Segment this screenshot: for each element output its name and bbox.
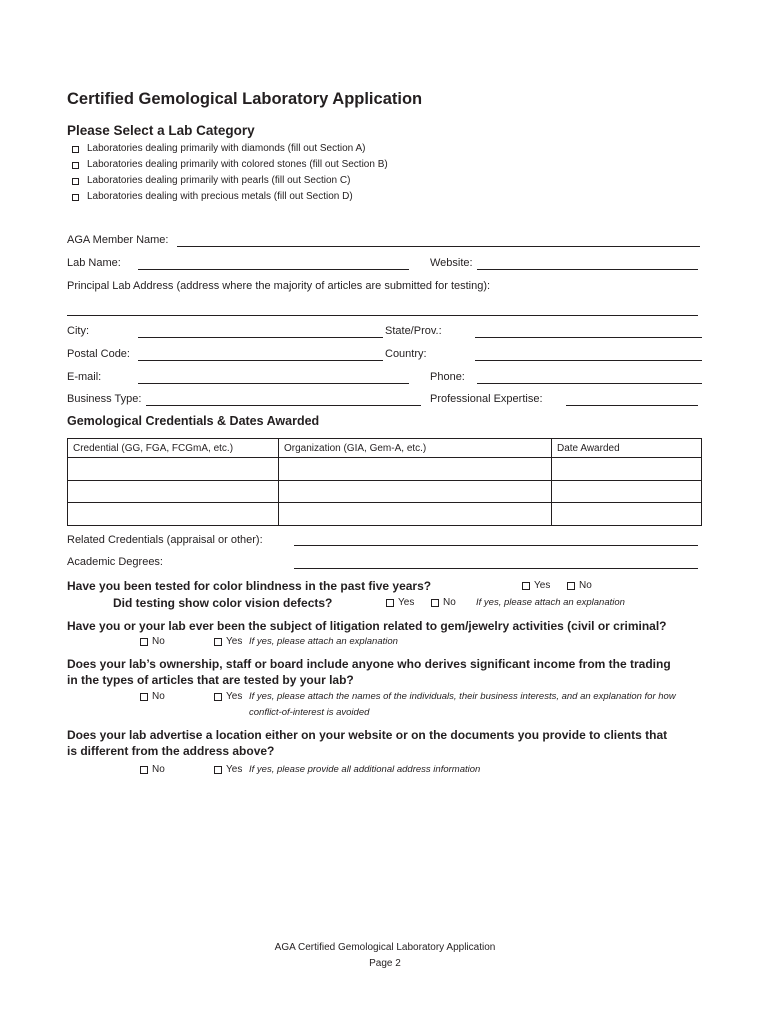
- question-litigation: Have you or your lab ever been the subject of litigation related to gem/jewelry activities (civil or criminal?: [67, 619, 667, 633]
- aga-member-name-field[interactable]: [177, 246, 700, 247]
- postal-code-label: Postal Code:: [67, 348, 130, 360]
- question-ownership-line2: in the types of articles that are tested by your lab?: [67, 673, 354, 687]
- q4-note: If yes, please provide all additional address information: [249, 764, 481, 775]
- category-heading: Please Select a Lab Category: [67, 123, 255, 138]
- table-cell[interactable]: [68, 458, 279, 481]
- phone-field[interactable]: [477, 383, 702, 384]
- q1-yes-option[interactable]: Yes: [522, 580, 550, 591]
- city-label: City:: [67, 325, 89, 337]
- principal-address-field[interactable]: [67, 315, 698, 316]
- footer-title: AGA Certified Gemological Laboratory Application: [274, 942, 496, 953]
- checkbox-icon[interactable]: [72, 162, 79, 169]
- lab-name-field[interactable]: [138, 269, 409, 270]
- q4-no-option[interactable]: No: [140, 764, 165, 775]
- q1-sub-yes-option[interactable]: Yes: [386, 597, 414, 608]
- credentials-heading: Gemological Credentials & Dates Awarded: [67, 414, 320, 428]
- category-option-pearls[interactable]: Laboratories dealing primarily with pearls (fill out Section C): [72, 173, 388, 189]
- email-label: E-mail:: [67, 371, 102, 383]
- business-type-label: Business Type:: [67, 393, 142, 405]
- checkbox-icon[interactable]: [386, 599, 394, 607]
- checkbox-icon[interactable]: [72, 178, 79, 185]
- q2-no-option[interactable]: No: [140, 636, 165, 647]
- city-field[interactable]: [138, 337, 383, 338]
- checkbox-icon[interactable]: [72, 194, 79, 201]
- checkbox-icon[interactable]: [140, 638, 148, 646]
- column-header-date-awarded: Date Awarded: [552, 439, 702, 458]
- checkbox-icon[interactable]: [214, 766, 222, 774]
- column-header-organization: Organization (GIA, Gem-A, etc.): [279, 439, 552, 458]
- table-cell[interactable]: [279, 480, 552, 503]
- aga-member-name-label: AGA Member Name:: [67, 234, 169, 246]
- related-credentials-label: Related Credentials (appraisal or other):: [67, 534, 263, 546]
- academic-degrees-field[interactable]: [294, 568, 698, 569]
- checkbox-icon[interactable]: [214, 638, 222, 646]
- principal-address-label: Principal Lab Address (address where the majority of articles are submitted for testing):: [67, 280, 491, 292]
- table-row: [68, 458, 702, 481]
- business-type-field[interactable]: [146, 405, 421, 406]
- table-cell[interactable]: [552, 480, 702, 503]
- category-option-colored-stones[interactable]: Laboratories dealing primarily with colored stones (fill out Section B): [72, 157, 388, 173]
- table-row: [68, 503, 702, 526]
- credentials-table: [67, 438, 702, 526]
- question-advertise-line1: Does your lab advertise a location either on your website or on the documents you provide to clients that: [67, 728, 668, 742]
- academic-degrees-label: Academic Degrees:: [67, 556, 163, 568]
- table-cell[interactable]: [68, 503, 279, 526]
- q3-note-line1: If yes, please attach the names of the individuals, their business interests, and an explanation for how: [249, 691, 676, 702]
- table-cell[interactable]: [552, 458, 702, 481]
- category-list: [72, 141, 388, 205]
- q3-no-option[interactable]: No: [140, 691, 165, 702]
- table-cell[interactable]: [279, 503, 552, 526]
- checkbox-icon[interactable]: [214, 693, 222, 701]
- table-cell[interactable]: [68, 480, 279, 503]
- category-option-precious-metals[interactable]: Laboratories dealing with precious metals (fill out Section D): [72, 189, 388, 205]
- q2-note: If yes, please attach an explanation: [249, 636, 398, 647]
- lab-name-label: Lab Name:: [67, 257, 121, 269]
- checkbox-icon[interactable]: [522, 582, 530, 590]
- page-title: Certified Gemological Laboratory Application: [67, 90, 423, 108]
- checkbox-icon[interactable]: [567, 582, 575, 590]
- question-ownership-line1: Does your lab’s ownership, staff or board include anyone who derives significant income from the trading: [67, 657, 671, 671]
- table-header-row: [68, 439, 702, 458]
- website-label: Website:: [430, 257, 473, 269]
- checkbox-icon[interactable]: [140, 766, 148, 774]
- checkbox-icon[interactable]: [431, 599, 439, 607]
- q3-note-line2: conflict-of-interest is avoided: [249, 707, 370, 718]
- column-header-credential: Credential (GG, FGA, FCGmA, etc.): [68, 439, 279, 458]
- postal-code-field[interactable]: [138, 360, 383, 361]
- state-label: State/Prov.:: [385, 325, 442, 337]
- phone-label: Phone:: [430, 371, 465, 383]
- professional-expertise-field[interactable]: [566, 405, 698, 406]
- q1-sub-no-option[interactable]: No: [431, 597, 456, 608]
- country-label: Country:: [385, 348, 427, 360]
- page-footer: [0, 940, 770, 972]
- checkbox-icon[interactable]: [72, 146, 79, 153]
- table-cell[interactable]: [552, 503, 702, 526]
- state-field[interactable]: [475, 337, 702, 338]
- country-field[interactable]: [475, 360, 702, 361]
- q1-no-option[interactable]: No: [567, 580, 592, 591]
- q2-yes-option[interactable]: Yes: [214, 636, 242, 647]
- question-vision-defects: Did testing show color vision defects?: [113, 596, 333, 610]
- table-cell[interactable]: [279, 458, 552, 481]
- table-row: [68, 480, 702, 503]
- professional-expertise-label: Professional Expertise:: [430, 393, 543, 405]
- category-option-diamonds[interactable]: Laboratories dealing primarily with diamonds (fill out Section A): [72, 141, 388, 157]
- q4-yes-option[interactable]: Yes: [214, 764, 242, 775]
- page-number: Page 2: [369, 958, 401, 969]
- q3-yes-option[interactable]: Yes: [214, 691, 242, 702]
- email-field[interactable]: [138, 383, 409, 384]
- related-credentials-field[interactable]: [294, 545, 698, 546]
- checkbox-icon[interactable]: [140, 693, 148, 701]
- website-field[interactable]: [477, 269, 698, 270]
- question-color-blindness: Have you been tested for color blindness in the past five years?: [67, 579, 432, 593]
- q1-sub-note: If yes, please attach an explanation: [476, 597, 625, 608]
- question-advertise-line2: is different from the address above?: [67, 744, 275, 758]
